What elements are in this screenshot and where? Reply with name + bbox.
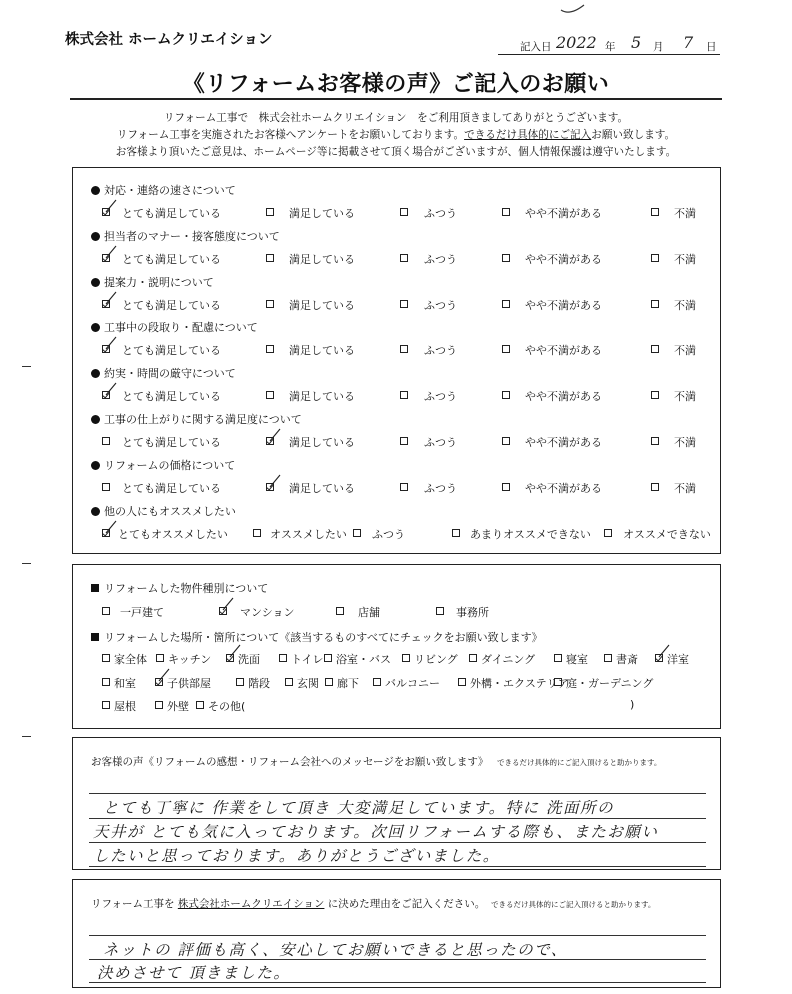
option-checkbox[interactable] [253,529,261,537]
option-label: 廊下 [337,677,359,690]
option-label: とても満足している [122,481,221,495]
option-label: 満足している [289,207,355,220]
other-close-paren: ) [630,698,635,711]
reason-title-company: 株式会社ホームクリエイション [177,898,325,910]
option-checkbox[interactable] [373,678,381,686]
option-label: ふつう [372,527,405,541]
option-label: 子供部屋 [167,677,211,690]
voice-text-line: とても丁寧に 作業をして頂き 大変満足しています。特に 洗面所の [103,799,615,817]
intro-line-2-tail: お願い致します。 [591,129,676,141]
option-checkbox[interactable] [458,678,466,686]
question-title [91,228,280,244]
handwritten-check-icon [104,291,118,305]
option-label: やや不満がある [525,207,602,220]
handwritten-check-icon [104,336,118,350]
option-label: ふつう [424,481,457,495]
option-checkbox[interactable] [266,391,274,399]
option-checkbox[interactable] [651,483,659,491]
option-label: 不満 [674,298,696,312]
question-title [91,274,214,290]
date-year: 2022 [556,33,597,52]
bullet-icon [91,415,100,424]
option-checkbox[interactable] [102,678,110,686]
option-checkbox[interactable] [554,678,562,686]
option-label: その他( [208,700,246,713]
question-title-text: 工事中の段取り・配慮について [104,321,258,335]
option-checkbox[interactable] [651,391,659,399]
option-checkbox[interactable] [554,654,562,662]
option-checkbox[interactable] [324,654,332,662]
option-checkbox[interactable] [502,300,510,308]
option-label: バルコニー [385,677,440,690]
option-checkbox[interactable] [469,654,477,662]
satisfaction-survey [72,167,721,554]
option-label: やや不満がある [525,252,602,266]
option-checkbox[interactable] [651,208,659,216]
handwritten-check-icon [268,474,282,488]
option-label: ふつう [424,298,457,312]
option-label: 満足している [289,252,355,266]
option-checkbox[interactable] [402,654,410,662]
option-checkbox[interactable] [502,345,510,353]
section-title-text: リフォームした物件種別について [104,582,269,595]
question-title [91,411,302,427]
option-checkbox[interactable] [102,607,110,615]
question-title-text: 工事の仕上がりに関する満足度について [104,413,302,426]
option-label: ダイニング [481,653,536,666]
option-checkbox[interactable] [604,654,612,662]
option-label: 外壁 [167,700,189,713]
section-title-text: リフォームした場所・箇所について《該当するものすべてにチェックをお願い致します》 [104,631,543,644]
option-label: 満足している [289,390,355,404]
question-title-text: 約実・時間の厳守について [104,367,236,381]
option-checkbox[interactable] [156,654,164,662]
option-checkbox[interactable] [102,701,110,709]
option-label: 家全体 [114,653,147,666]
margin-mark [22,563,31,564]
question-title [91,182,236,198]
bullet-icon [91,278,100,287]
reason-text-line: 決めさせて 頂きました。 [97,964,291,982]
writing-line [89,793,706,794]
question-title-text: リフォームの価格について [104,458,236,472]
reason-title-pre: リフォーム工事を [91,898,175,910]
question-title [91,503,236,519]
reason-title [91,896,485,911]
date-day: 7 [683,33,694,52]
option-label: 不満 [674,344,696,358]
handwritten-check-icon [104,382,118,396]
option-label: 一戸建て [120,606,164,619]
option-checkbox[interactable] [336,607,344,615]
option-label: 事務所 [456,606,489,619]
writing-line [89,935,706,936]
section-title [91,629,543,645]
option-label: ふつう [424,436,457,449]
option-label: やや不満がある [525,390,602,404]
pen-scribble-mark [560,3,586,15]
intro-line-1: リフォーム工事で 株式会社ホームクリエイション をご利用頂きましてありがとうございます。 [163,112,629,124]
option-label: 満足している [289,344,355,358]
option-label: 洗面 [238,653,260,666]
margin-mark [22,366,31,367]
option-label: 満足している [289,481,355,495]
writing-line [89,842,706,843]
handwritten-check-icon [104,199,118,213]
question-title [91,457,235,473]
bullet-icon [91,461,100,470]
option-label: 和室 [114,677,136,690]
option-label: 書斎 [616,653,638,666]
option-label: マンション [240,606,295,619]
option-label: 外構・エクステリア [470,677,569,690]
option-checkbox[interactable] [400,483,408,491]
option-checkbox[interactable] [102,483,110,491]
entry-date [498,34,720,55]
date-day-unit: 日 [706,41,717,53]
option-checkbox[interactable] [266,208,274,216]
option-label: とても満足している [122,436,221,449]
option-label: リビング [414,653,458,666]
option-checkbox[interactable] [502,208,510,216]
option-checkbox[interactable] [266,345,274,353]
option-label: ふつう [424,207,457,220]
square-bullet-icon [91,633,99,641]
reason-section [72,879,721,988]
option-label: 不満 [674,436,696,449]
option-label: ふつう [424,252,457,266]
margin-mark [22,736,31,737]
option-checkbox[interactable] [452,529,460,537]
reason-text-line: ネットの 評価も高く、安心してお願いできると思ったので、 [103,941,568,959]
option-label: とてもオススメしたい [118,527,228,541]
section-title [91,580,268,596]
option-label: ふつう [424,390,457,404]
option-checkbox[interactable] [266,300,274,308]
option-checkbox[interactable] [155,701,163,709]
option-checkbox[interactable] [325,678,333,686]
option-label: 満足している [289,298,355,312]
option-checkbox[interactable] [400,254,408,262]
option-label: あまりオススメできない [470,527,591,541]
date-month-unit: 月 [653,41,664,53]
option-checkbox[interactable] [400,437,408,445]
intro-line-3: お客様より頂いたご意見は、ホームページ等に掲載させて頂く場合がございますが、個人情報保護は遵守いたします。 [115,146,677,158]
option-checkbox[interactable] [651,300,659,308]
option-label: 満足している [289,436,355,449]
page-title: 《リフォームお客様の声》ご記入のお願い [182,72,610,97]
option-label: とても満足している [122,298,221,312]
option-label: 不満 [674,481,696,495]
option-label: 屋根 [114,700,136,713]
other-input-field[interactable] [258,696,626,712]
option-checkbox[interactable] [651,345,659,353]
option-label: とても満足している [122,344,221,358]
option-label: オススメできない [623,527,711,541]
option-label: やや不満がある [525,344,602,358]
option-label: とても満足している [122,252,221,266]
handwritten-check-icon [104,245,118,259]
option-label: やや不満がある [525,481,602,495]
option-checkbox[interactable] [400,391,408,399]
option-checkbox[interactable] [353,529,361,537]
option-label: 不満 [674,390,696,404]
bullet-icon [91,186,100,195]
question-title [91,365,236,381]
option-checkbox[interactable] [236,678,244,686]
option-checkbox[interactable] [279,654,287,662]
option-label: 玄関 [297,677,319,690]
handwritten-check-icon [221,597,235,611]
option-label: トイレ [291,653,324,666]
property-section [72,564,721,729]
voice-note: できるだけ具体的にご記入頂けると助かります。 [497,758,662,767]
option-checkbox[interactable] [502,483,510,491]
option-checkbox[interactable] [400,345,408,353]
option-label: オススメしたい [270,527,347,541]
option-checkbox[interactable] [285,678,293,686]
question-title-text: 担当者のマナー・接客態度について [104,229,280,243]
customer-voice-section [72,737,721,870]
option-checkbox[interactable] [400,208,408,216]
option-checkbox[interactable] [651,254,659,262]
option-label: 不満 [674,252,696,266]
option-label: 洋室 [667,653,689,666]
voice-title: お客様の声《リフォームの感想・リフォーム会社へのメッセージをお願い致します》 [91,756,489,768]
bullet-icon [91,369,100,378]
option-label: 階段 [248,677,270,690]
option-label: 浴室・バス [336,653,391,666]
option-checkbox[interactable] [502,391,510,399]
date-month: 5 [631,33,642,52]
option-label: キッチン [168,653,212,666]
voice-text-line: したいと思っております。ありがとうございました。 [93,847,500,865]
handwritten-check-icon [268,428,282,442]
date-year-unit: 年 [605,41,616,53]
reason-note: できるだけ具体的にご記入頂けると助かります。 [491,900,656,909]
bullet-icon [91,232,100,241]
option-label: やや不満がある [525,436,602,449]
question-title [91,319,258,335]
option-checkbox[interactable] [196,701,204,709]
question-title-text: 他の人にもオススメしたい [104,504,236,518]
option-checkbox[interactable] [266,254,274,262]
option-label: 寝室 [566,653,588,666]
title-divider [70,98,722,100]
date-label: 記入日 [520,41,552,53]
voice-text-line: 天井が とても気に入っております。次回リフォームする際も、またお願い [93,823,659,841]
company-name: 株式会社 ホームクリエイション [65,32,273,48]
option-label: 店舗 [358,606,380,619]
option-label: とても満足している [122,207,221,220]
option-label: やや不満がある [525,298,602,312]
option-label: 不満 [674,207,696,220]
option-checkbox[interactable] [102,437,110,445]
writing-line [89,818,706,819]
reason-title-post: に決めた理由をご記入ください。 [327,898,486,910]
option-label: とても満足している [122,390,221,404]
option-label: 庭・ガーデニング [566,677,654,690]
option-checkbox[interactable] [604,529,612,537]
handwritten-check-icon [104,520,118,534]
intro-line-2-text: リフォーム工事を実施されたお客様へアンケートをお願いしております。 [116,129,465,141]
writing-line [89,866,706,867]
option-checkbox[interactable] [436,607,444,615]
question-title-text: 対応・連絡の速さについて [104,184,236,197]
option-checkbox[interactable] [502,254,510,262]
square-bullet-icon [91,584,99,592]
bullet-icon [91,507,100,516]
option-checkbox[interactable] [102,654,110,662]
option-checkbox[interactable] [651,437,659,445]
bullet-icon [91,323,100,332]
intro-emphasis: できるだけ具体的にご記入 [464,129,592,141]
intro-line-2 [0,127,792,142]
option-checkbox[interactable] [400,300,408,308]
question-title-text: 提案力・説明について [104,275,214,289]
option-checkbox[interactable] [502,437,510,445]
option-label: ふつう [424,344,457,358]
